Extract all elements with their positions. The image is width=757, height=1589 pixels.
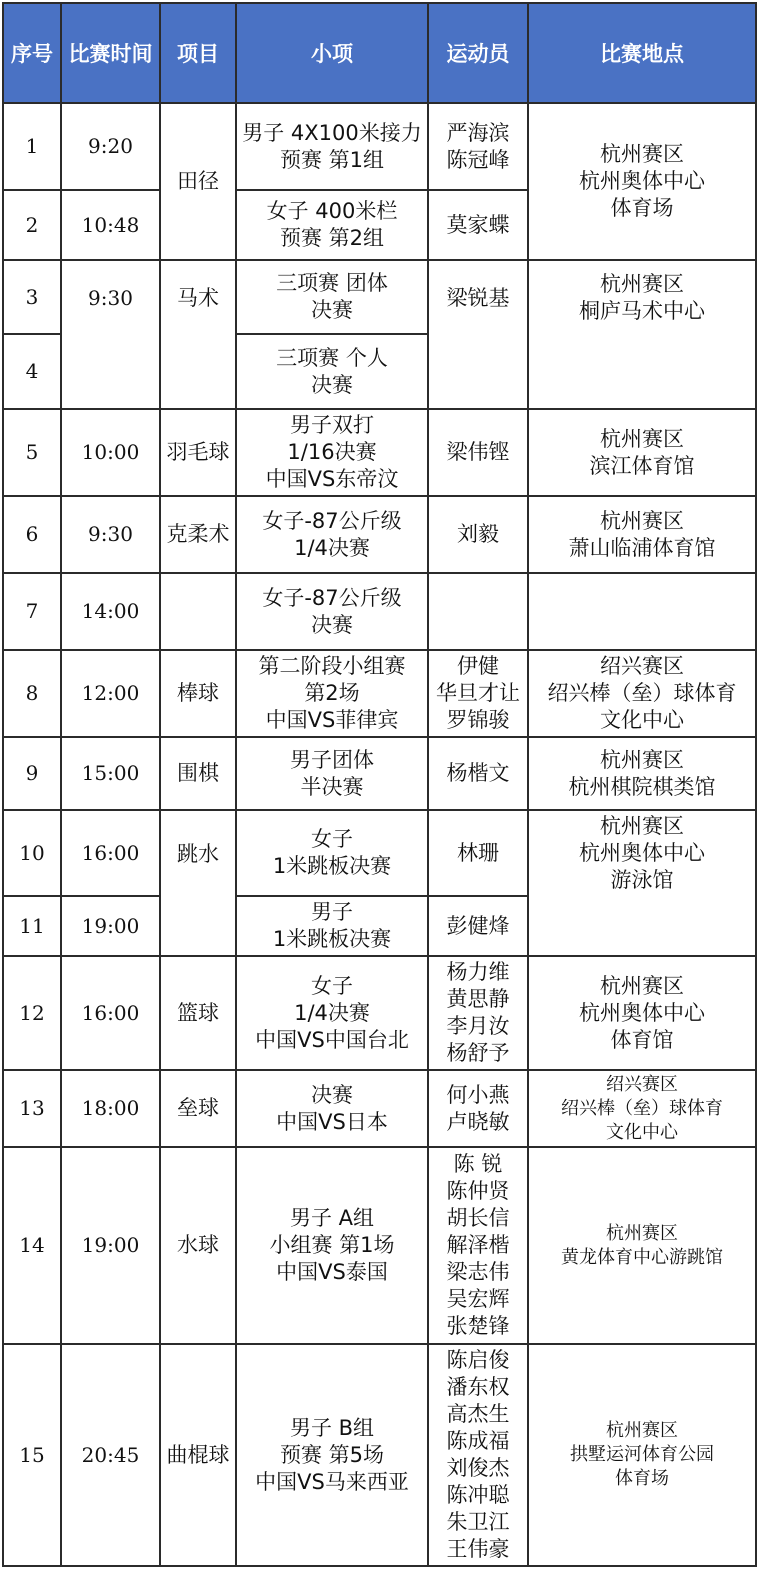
athletes-cell	[428, 896, 528, 956]
venue-line: 体育场	[610, 196, 674, 220]
event-cell	[236, 260, 428, 334]
event-cell	[236, 810, 428, 896]
event-line: 三项赛 个人	[276, 345, 388, 370]
event-line: 1米跳板决赛	[272, 854, 392, 878]
event-line: 中国VS菲律宾	[265, 708, 399, 732]
table-row	[3, 103, 756, 190]
event-line: 男子	[311, 900, 353, 924]
athletes-cell	[428, 1147, 528, 1344]
match-time: 9:30	[61, 260, 160, 409]
venue-line: 杭州棋院棋类馆	[568, 774, 716, 799]
event-line: 1米跳板决赛	[272, 927, 392, 951]
row-number: 3	[3, 260, 61, 334]
athlete-name: 潘东权	[446, 1375, 510, 1399]
sport-name: 田径	[160, 103, 236, 260]
athlete-name: 伊健	[457, 654, 499, 678]
row-number: 15	[3, 1344, 61, 1566]
event-line: 预赛 第1组	[279, 147, 385, 172]
venue-cell	[528, 409, 756, 496]
event-cell	[236, 103, 428, 190]
event-line: 中国VS马来西亚	[255, 1469, 409, 1494]
venue-line: 杭州赛区	[606, 1222, 678, 1244]
row-number: 4	[3, 334, 61, 409]
event-line: 男子 4X100米接力	[242, 120, 422, 145]
row-number: 14	[3, 1147, 61, 1344]
venue-line: 体育场	[615, 1468, 669, 1489]
event-line: 男子双打	[290, 413, 374, 437]
row-number: 1	[3, 103, 61, 190]
event-cell	[236, 334, 428, 409]
row-number: 10	[3, 810, 61, 896]
venue-cell	[528, 573, 756, 650]
athlete-name: 刘俊杰	[446, 1456, 510, 1480]
sport-name: 水球	[160, 1147, 236, 1344]
athletes-cell	[428, 810, 528, 896]
athlete-name: 解泽楷	[446, 1233, 510, 1257]
match-time: 10:00	[61, 409, 160, 496]
event-cell	[236, 573, 428, 650]
event-line: 第2场	[304, 681, 360, 705]
venue-line: 杭州赛区	[600, 142, 684, 166]
event-line: 三项赛 团体	[276, 271, 388, 295]
event-line: 半决赛	[300, 774, 364, 799]
venue-line: 杭州奥体中心	[579, 169, 705, 193]
athlete-name: 何小燕	[446, 1082, 510, 1107]
sport-name: 篮球	[160, 956, 236, 1070]
event-cell	[236, 737, 428, 810]
athlete-name: 罗锦骏	[446, 708, 510, 732]
sport-name: 马术	[160, 260, 236, 409]
athletes-cell	[428, 1344, 528, 1566]
event-cell	[236, 190, 428, 260]
table-row	[3, 409, 756, 496]
match-time: 19:00	[61, 896, 160, 956]
sport-name: 克柔术	[160, 496, 236, 573]
event-line: 预赛 第2组	[279, 226, 385, 250]
athlete-name: 梁伟铿	[446, 440, 510, 464]
athletes-cell	[428, 409, 528, 496]
match-time: 19:00	[61, 1147, 160, 1344]
sport-name	[160, 573, 236, 650]
event-line: 预赛 第5场	[279, 1442, 385, 1467]
athlete-name: 杨舒予	[446, 1041, 510, 1065]
venue-line: 游泳馆	[610, 868, 674, 892]
table-row	[3, 496, 756, 573]
event-line: 女子-87公斤级	[262, 585, 402, 610]
venue-line: 绍兴棒（垒）球体育	[561, 1097, 723, 1119]
athletes-cell	[428, 496, 528, 573]
row-number: 8	[3, 650, 61, 737]
row-number: 12	[3, 956, 61, 1070]
athletes-cell	[428, 1070, 528, 1147]
event-cell	[236, 956, 428, 1070]
event-line: 女子	[311, 973, 353, 998]
event-line: 中国VS中国台北	[255, 1027, 409, 1052]
event-line: 小组赛 第1场	[269, 1233, 395, 1257]
schedule-table	[2, 2, 757, 1567]
header-venue: 比赛地点	[528, 3, 756, 103]
venue-cell	[528, 1070, 756, 1147]
venue-cell	[528, 1344, 756, 1566]
event-line: 女子	[311, 827, 353, 851]
event-line: 决赛	[311, 612, 353, 637]
match-time: 16:00	[61, 956, 160, 1070]
venue-line: 体育馆	[610, 1027, 674, 1052]
athlete-name: 高杰生	[446, 1402, 510, 1426]
header-time: 比赛时间	[61, 3, 160, 103]
venue-line: 杭州奥体中心	[579, 1000, 705, 1025]
event-line: 中国VS泰国	[276, 1260, 388, 1284]
venue-line: 杭州赛区	[606, 1420, 678, 1441]
athlete-name: 李月汝	[446, 1014, 510, 1038]
table-row	[3, 650, 756, 737]
athlete-name: 陈启俊	[446, 1348, 510, 1372]
event-line: 1/4决赛	[294, 1000, 370, 1025]
sport-name: 跳水	[160, 810, 236, 956]
event-line: 第二阶段小组赛	[258, 654, 406, 678]
row-number: 2	[3, 190, 61, 260]
venue-line: 桐庐马术中心	[579, 299, 705, 323]
sport-name: 围棋	[160, 737, 236, 810]
header-event: 小项	[236, 3, 428, 103]
venue-line: 杭州赛区	[600, 814, 684, 838]
table-row	[3, 810, 756, 896]
athlete-name: 彭健烽	[446, 913, 510, 938]
athlete-name: 杨楷文	[446, 761, 510, 785]
row-number: 11	[3, 896, 61, 956]
table-row	[3, 1147, 756, 1344]
header-no: 序号	[3, 3, 61, 103]
event-line: 女子 400米栏	[266, 199, 398, 223]
athlete-name: 吴宏辉	[446, 1287, 510, 1311]
venue-line: 绍兴棒（垒）球体育	[547, 681, 737, 705]
event-line: 男子 A组	[289, 1206, 375, 1230]
venue-line: 滨江体育馆	[589, 453, 695, 478]
table-row	[3, 737, 756, 810]
event-line: 男子 B组	[289, 1415, 375, 1440]
event-line: 男子团体	[290, 747, 374, 772]
event-cell	[236, 896, 428, 956]
athlete-name: 严海滨	[446, 120, 510, 145]
athlete-name: 陈 锐	[453, 1152, 503, 1176]
venue-cell	[528, 650, 756, 737]
venue-cell	[528, 1147, 756, 1344]
header-sport: 项目	[160, 3, 236, 103]
athlete-name: 陈冠峰	[446, 147, 510, 172]
athlete-name: 王伟豪	[446, 1537, 510, 1561]
athlete-name: 梁志伟	[446, 1260, 510, 1284]
venue-line: 杭州赛区	[600, 747, 684, 772]
row-number: 13	[3, 1070, 61, 1147]
athletes-cell	[428, 650, 528, 737]
event-line: 决赛	[311, 298, 353, 322]
sport-name: 羽毛球	[160, 409, 236, 496]
event-cell	[236, 650, 428, 737]
athlete-name: 陈仲贤	[446, 1179, 510, 1203]
table-row	[3, 1070, 756, 1147]
event-cell	[236, 1147, 428, 1344]
sport-name: 垒球	[160, 1070, 236, 1147]
event-line: 1/16决赛	[287, 440, 377, 464]
event-line: 决赛	[311, 372, 353, 397]
match-time: 12:00	[61, 650, 160, 737]
header-athletes: 运动员	[428, 3, 528, 103]
event-cell	[236, 496, 428, 573]
match-time: 14:00	[61, 573, 160, 650]
table-row	[3, 956, 756, 1070]
athletes-cell	[428, 573, 528, 650]
event-line: 女子-87公斤级	[262, 508, 402, 533]
event-line: 决赛	[311, 1082, 353, 1107]
venue-cell	[528, 496, 756, 573]
athlete-name: 胡长信	[446, 1206, 510, 1230]
table-row	[3, 1344, 756, 1566]
venue-cell	[528, 956, 756, 1070]
venue-line: 黄龙体育中心游跳馆	[561, 1246, 723, 1268]
table-row	[3, 260, 756, 334]
athlete-name: 华旦才让	[436, 681, 520, 705]
event-line: 中国VS日本	[276, 1109, 388, 1134]
match-time: 16:00	[61, 810, 160, 896]
athlete-name: 林珊	[457, 840, 499, 865]
venue-cell	[528, 810, 756, 956]
athletes-cell	[428, 737, 528, 810]
match-time: 10:48	[61, 190, 160, 260]
event-cell	[236, 1344, 428, 1566]
match-time: 15:00	[61, 737, 160, 810]
venue-line: 绍兴赛区	[600, 654, 684, 678]
venue-cell	[528, 260, 756, 409]
athlete-name: 黄思静	[446, 987, 510, 1011]
venue-line: 文化中心	[606, 1121, 678, 1143]
table-row	[3, 573, 756, 650]
event-line: 1/4决赛	[294, 535, 370, 560]
athlete-name: 张楚锋	[446, 1314, 510, 1338]
athlete-name: 杨力维	[446, 960, 510, 984]
venue-cell	[528, 737, 756, 810]
event-cell	[236, 409, 428, 496]
athlete-name: 朱卫江	[446, 1510, 510, 1534]
venue-line: 杭州奥体中心	[579, 841, 705, 865]
row-number: 5	[3, 409, 61, 496]
match-time: 9:30	[61, 496, 160, 573]
venue-cell	[528, 103, 756, 260]
match-time: 9:20	[61, 103, 160, 190]
match-time: 18:00	[61, 1070, 160, 1147]
row-number: 7	[3, 573, 61, 650]
athlete-name: 陈冲聪	[446, 1483, 510, 1507]
athletes-cell	[428, 260, 528, 409]
event-line: 中国VS东帝汶	[265, 467, 399, 491]
header-row	[3, 3, 756, 103]
athlete-name: 卢晓敏	[446, 1109, 510, 1134]
venue-line: 萧山临浦体育馆	[568, 535, 716, 560]
athletes-cell	[428, 190, 528, 260]
athlete-name: 刘毅	[457, 522, 499, 546]
venue-line: 文化中心	[600, 708, 684, 732]
venue-line: 杭州赛区	[600, 272, 684, 296]
athlete-name: 莫家蝶	[446, 212, 510, 237]
match-time: 20:45	[61, 1344, 160, 1566]
venue-line: 拱墅运河体育公园	[570, 1444, 714, 1465]
row-number: 6	[3, 496, 61, 573]
athlete-name: 梁锐基	[446, 286, 510, 310]
athletes-cell	[428, 956, 528, 1070]
athlete-name: 陈成福	[446, 1429, 510, 1453]
sport-name: 棒球	[160, 650, 236, 737]
row-number: 9	[3, 737, 61, 810]
venue-line: 杭州赛区	[600, 426, 684, 451]
event-cell	[236, 1070, 428, 1147]
venue-line: 杭州赛区	[600, 508, 684, 533]
venue-line: 绍兴赛区	[606, 1073, 678, 1095]
athletes-cell	[428, 103, 528, 190]
venue-line: 杭州赛区	[600, 973, 684, 998]
sport-name: 曲棍球	[160, 1344, 236, 1566]
